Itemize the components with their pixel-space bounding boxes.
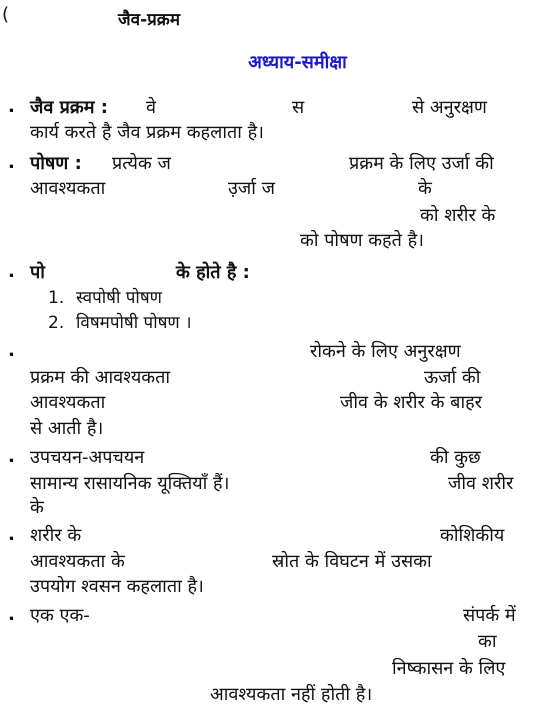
text-fragment: की कुछ [430,447,481,468]
chapter-title: जैव-प्रक्रम [118,10,181,30]
heading-types: के होते है : [176,262,250,283]
text-fragment: पो [30,262,45,283]
text-line: को पोषण कहते है। [300,230,424,251]
text-fragment: ऊर्जा की [424,367,481,388]
text-line: के [30,497,44,518]
list-number: 1. [48,288,65,308]
text-line: उपयोग श्वसन कहलाता है। [30,576,204,597]
text-fragment: स [292,97,305,118]
term-jaiv-prakram: जैव प्रक्रम : [30,97,108,118]
text-line: आवश्यकता नहीं होती है। [210,684,373,705]
list-text: विषमपोषी पोषण । [76,313,192,333]
bullet-4: . [8,340,15,361]
text-fragment: जीव शरीर [448,473,514,494]
text-fragment: शरीर के [30,525,82,546]
section-title: अध्याय-समीक्षा [248,52,347,73]
term-poshan: पोषण : [30,153,82,174]
text-line: निष्कासन के लिए [392,658,506,679]
text-fragment: एक एक- [30,605,90,626]
list-item [48,312,192,334]
text-fragment: जीव के शरीर के बाहर [340,392,483,413]
text-fragment: उपचयन-अपचयन [30,447,145,468]
bullet-6: . [8,524,15,545]
text-fragment: वे [146,97,157,118]
text-fragment: आवश्यकता [30,178,106,199]
text-fragment: प्रक्रम की आवश्यकता [30,367,170,388]
list-text: स्वपोषी पोषण [76,288,162,308]
text-line: कार्य करते है जैव प्रक्रम कहलाता है। [30,122,265,143]
text-line: से आती है। [30,418,104,439]
bullet-7: . [8,604,15,625]
text-fragment: सामान्य रासायनिक यूक्तियाँ हैं। [30,473,230,494]
text-fragment: प्रक्रम के लिए उर्जा की [349,153,494,174]
text-fragment: आवश्यकता [30,392,106,413]
text-fragment: कोशिकीय [440,525,505,546]
bullet-3: . [8,261,15,282]
text-line: रोकने के लिए अनुरक्षण [310,341,461,362]
text-fragment: आवश्यकता के [30,551,125,572]
list-item [48,287,162,309]
list-number: 2. [48,313,65,333]
text-fragment: प्रत्येक ज [112,153,171,174]
text-fragment: स्रोत के विघटन में उसका [272,551,432,572]
text-fragment: उ़र्जा ज [228,178,275,199]
text-line: का [478,631,497,652]
text-fragment: संपर्क में [463,605,516,626]
margin-mark: ( [2,4,10,25]
text-line: को शरीर के [420,205,496,226]
text-fragment: से अनुरक्षण [412,97,487,118]
bullet-1: . [8,96,15,117]
bullet-2: . [8,152,15,173]
bullet-5: . [8,446,15,467]
text-fragment: के [418,178,432,199]
